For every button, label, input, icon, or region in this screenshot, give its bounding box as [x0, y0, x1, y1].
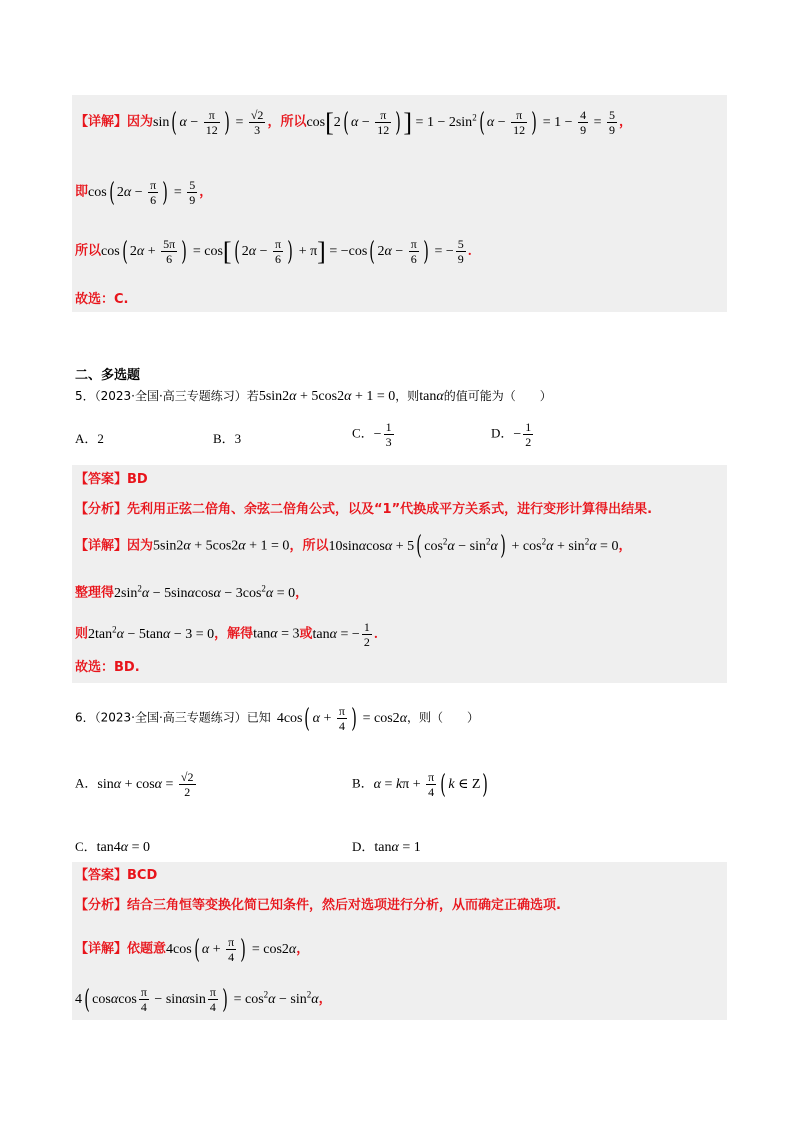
q6-source: （2023·全国·高三专题练习）已知	[94, 710, 271, 725]
ze-text: 则	[75, 626, 89, 642]
q4-detail-line-3	[75, 237, 481, 266]
formula: sin( α − $\frac{\pi}{12}$ ) = $\frac{√2}{3}$	[153, 107, 264, 138]
formula: sinα + cosα = $\frac{√2}{2}$	[97, 770, 194, 799]
period: ．	[467, 243, 481, 259]
formula: cos( 2α + $\frac{5\pi}{6}$ ) = cos[( 2α − $\frac{\pi}{6}$ ) + π] = −cos( 2α − $\frac{\pi}{6}$ ) = − $\frac{5}{9}$	[101, 236, 464, 267]
formula: $2\tan^2\alpha - 5\tan\alpha - 3 = 0$	[88, 624, 215, 642]
formula: − $\frac{1}{2}$	[513, 420, 532, 449]
comma: ，	[618, 114, 632, 130]
zhengli-text: 整理得	[75, 585, 115, 601]
option-label: D．	[352, 839, 375, 854]
jiede-text: ，解得	[214, 626, 254, 642]
comma: ，	[618, 538, 632, 554]
comma: ，	[199, 184, 213, 200]
formula: tan4α = 0	[96, 840, 151, 855]
q5-option-c[interactable]	[352, 420, 396, 449]
huo-text: 或	[299, 626, 313, 642]
formula: 10sinαcosα + 5( $\cos^2\alpha - \sin^2\alpha) + \cos^2\alpha + \sin^2\alpha = 0$	[328, 531, 619, 562]
comma: ，	[296, 941, 310, 957]
q5-option-b[interactable]	[213, 428, 241, 447]
q6-option-a[interactable]	[75, 770, 198, 799]
q5-detail-line-1	[75, 531, 632, 562]
q5-analysis: 【分析】先利用正弦二倍角、余弦二倍角公式，以及“1”代换成平方关系式，进行变形计算得出结果.	[75, 502, 653, 517]
so-text: ，所以	[289, 538, 329, 554]
q4-detail-line-2	[75, 178, 212, 207]
q5-detail-line-3	[75, 620, 387, 649]
option-label: C．	[352, 425, 374, 441]
q6-option-d[interactable]	[352, 836, 421, 856]
formula: tanα	[419, 389, 444, 404]
q5-number: 5．	[75, 389, 95, 403]
q5-source: （2023·全国·高三专题练习）若	[94, 389, 259, 403]
formula: $2\sin^2\alpha - 5\sin\alpha\cos\alpha - 3\cos^2\alpha = 0$	[114, 583, 296, 601]
solution-block-q5	[72, 465, 727, 683]
formula: 4cos( α + $\frac{\pi}{4}$ ) = cos2α	[276, 703, 408, 734]
option-label: B．3	[213, 431, 242, 446]
formula: cos[2( α − $\frac{\pi}{12}$ )] = $1 - 2\sin^2$( α − $\frac{\pi}{12}$ ) = 1 − $\frac{4}{9}$ = $\frac{5}{9}$	[306, 107, 615, 138]
suoyi-text: 所以	[75, 243, 102, 259]
formula: tanα = 3	[253, 626, 300, 642]
q4-detail-line-1	[75, 108, 632, 137]
formula: 4( cosαcos $\frac{\pi}{4}$ − sinαsin $\frac{\pi}{4}$ ) = $\cos^2\alpha - \sin^2\alpha$	[75, 984, 319, 1015]
q6-stem	[75, 704, 479, 733]
q5-option-d[interactable]	[491, 420, 535, 449]
option-label: A．2	[75, 431, 104, 446]
detail-label: 【详解】因为	[75, 114, 154, 130]
q4-answer-line: 故选：C.	[75, 292, 129, 307]
q5-detail-line-2	[75, 580, 308, 602]
comma: ，	[295, 585, 309, 601]
q5-stem	[75, 388, 552, 405]
q6-analysis: 【分析】结合三角恒等变换化简已知条件，然后对选项进行分析，从而确定正确选项.	[75, 898, 561, 913]
so-text: ，所以	[267, 114, 307, 130]
q6-detail-line-1	[75, 935, 309, 964]
formula: 5sin2α + 5cos2α + 1 = 0	[258, 389, 396, 404]
formula: tanα = − $\frac{1}{2}$	[312, 620, 370, 649]
comma: ，	[318, 991, 332, 1007]
option-label: D．	[491, 425, 514, 441]
detail-label: 【详解】因为	[75, 538, 154, 554]
formula: − $\frac{1}{3}$	[373, 420, 392, 449]
formula: 5sin2α + 5cos2α + 1 = 0	[153, 538, 290, 554]
detail-label: 【详解】依题意	[75, 941, 167, 957]
period: ．	[373, 626, 387, 642]
q6-answer: 【答案】BCD	[75, 868, 158, 883]
ji-text: 即	[75, 184, 89, 200]
q6-option-c[interactable]	[75, 836, 150, 856]
q6-tail: ，则（ ）	[407, 710, 480, 725]
option-label: A．	[75, 775, 98, 791]
q5-tail: ，则	[395, 389, 420, 403]
section-title: 二、多选题	[75, 368, 141, 383]
formula: 4cos( α + $\frac{\pi}{4}$ ) = cos2α	[166, 934, 297, 965]
q5-option-a[interactable]	[75, 428, 104, 447]
q5-answer: 【答案】BD	[75, 472, 148, 487]
formula: cos( 2α − $\frac{\pi}{6}$ ) = $\frac{5}{9}$	[88, 177, 196, 208]
q6-detail-line-2	[75, 985, 332, 1014]
q6-number: 6．	[75, 710, 95, 725]
option-label: C．	[75, 839, 97, 854]
option-label: B．	[352, 775, 374, 791]
q5-final: 故选：BD.	[75, 660, 140, 675]
q6-option-b[interactable]	[352, 770, 491, 799]
q5-tail2: 的值可能为（ ）	[443, 389, 552, 403]
formula: tanα = 1	[374, 840, 421, 855]
formula: α = kπ + $\frac{\pi}{4}$ ( k ∈ Z)	[373, 769, 489, 800]
